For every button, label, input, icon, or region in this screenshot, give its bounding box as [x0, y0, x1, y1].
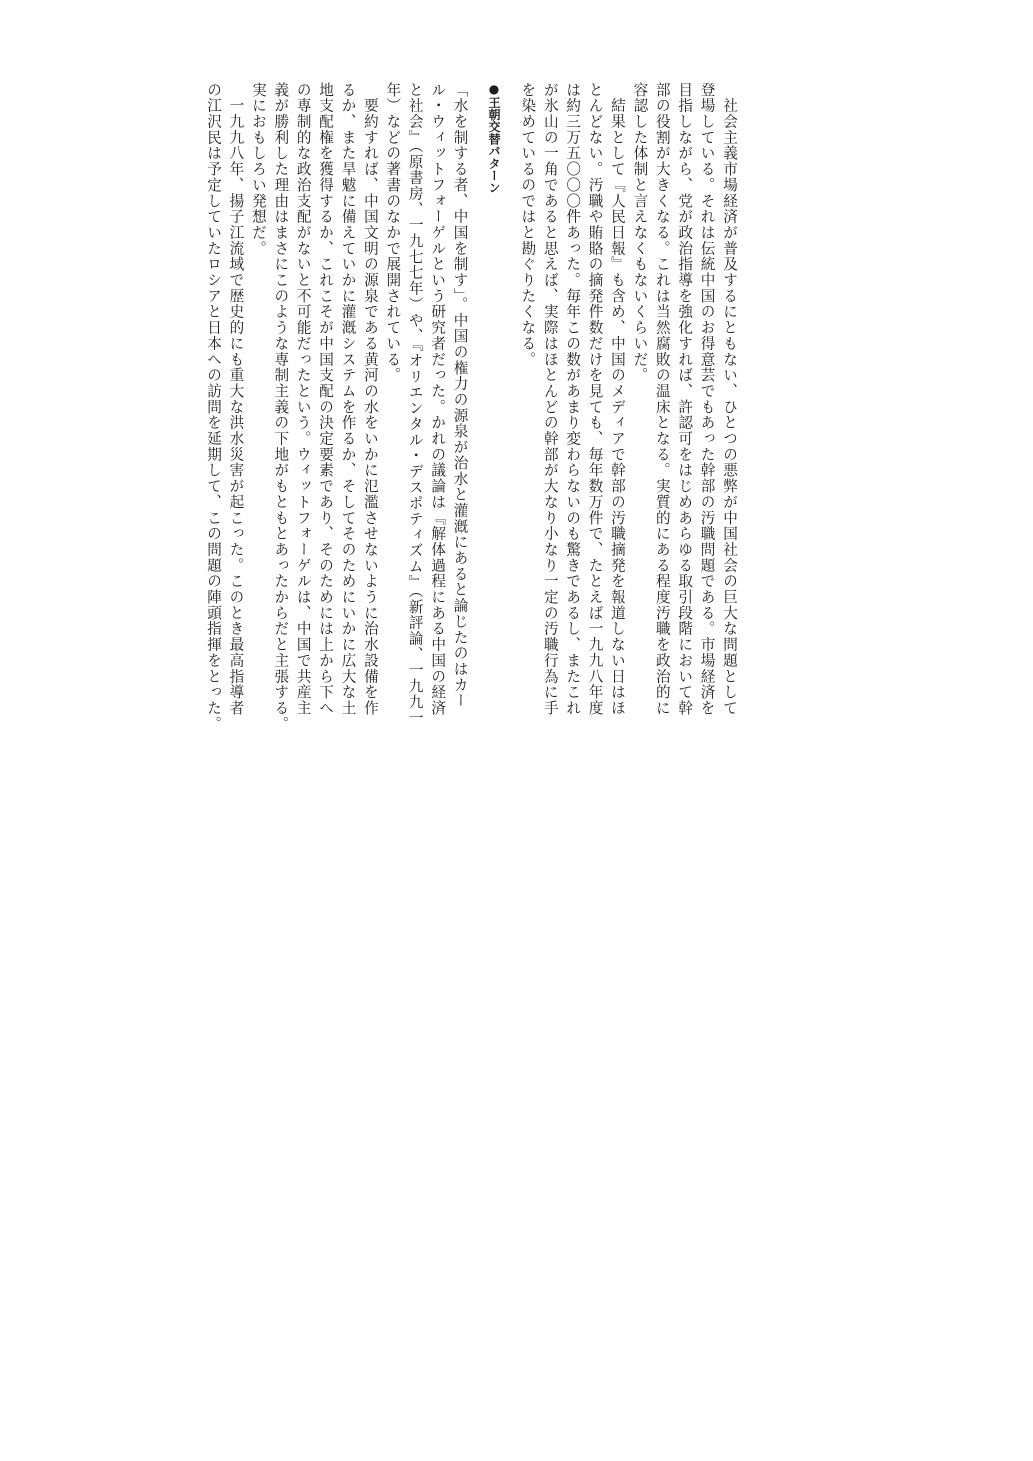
paragraph-line: るか、また旱魃に備えていかに灌漑システムを作るか、そしてそのためにいかに広大な土 — [339, 82, 357, 716]
paragraph-line: と社会』（原書房、一九七七年）や、『オリエンタル・デスポティズム』（新評論、一九九一 — [406, 82, 424, 726]
paragraph-line: 部の役割が大きくなる。これは当然腐敗の温床となる。実質的にある程度汚職を政治的に — [653, 82, 671, 716]
paragraph-line: とんどない。汚職や賄賂の摘発件数だけを見ても、毎年数万件で、たとえば一九九八年度 — [586, 82, 604, 716]
paragraph-line: の専制的な政治支配がないと不可能だったという。ウィットフォーゲルは、中国で共産主 — [294, 82, 312, 716]
paragraph-line: 義が勝利した理由はまさにこのような専制主義の下地がもともとあったからだと主張する。 — [272, 82, 290, 732]
section-heading: ●王朝交替パターン — [486, 82, 501, 194]
paragraph-line: ル・ウィットフォーゲルという研究者だった。かれの議論は『解体過程にある中国の経済 — [429, 82, 447, 716]
paragraph-line: 容認した体制と言えなくもないくらいだ。 — [631, 82, 649, 384]
paragraph-line: 要約すれば、中国文明の源泉である黄河の水をいかに氾濫させないように治水設備を作 — [361, 82, 379, 716]
paragraph-line: 年）などの著書のなかで展開されている。 — [384, 82, 402, 384]
paragraph-line: 地支配権を獲得するか、これこそが中国支配の決定要素であり、そのためには上から下へ — [317, 82, 335, 716]
paragraph-line: を染めているのではと勘ぐりたくなる。 — [519, 82, 537, 368]
vertical-text-body — [66, 82, 740, 732]
paragraph-line: 登場している。それは伝統中国のお得意芸でもあった幹部の汚職問題である。市場経済を — [698, 82, 716, 716]
paragraph-line: の江沢民は予定していたロシアと日本への訪問を延期して、この問題の陣頭指揮をとった。 — [205, 82, 223, 732]
paragraph-line: 実におもしろい発想だ。 — [249, 82, 267, 257]
paragraph-line: 目指しながら、党が政治指導を強化すれば、許認可をはじめあらゆる取引段階において幹 — [676, 82, 694, 716]
paragraph-line: は約三万五〇〇〇件あった。毎年この数があまり変わらないのも驚きであるし、またこれ — [564, 82, 582, 716]
paragraph-line: 結果として『人民日報』も含め、中国のメディアで幹部の汚職摘発を報道しない日はほ — [608, 82, 626, 716]
paragraph-line: 一九九八年、揚子江流域で歴史的にも重大な洪水災害が起こった。このとき最高指導者 — [227, 82, 245, 716]
paragraph-line: が氷山の一角であると思えば、実際はほとんどの幹部が大なり小なり一定の汚職行為に手 — [541, 82, 559, 716]
paragraph-line: 「水を制する者、中国を制す」。中国の権力の源泉が治水と灌漑にあると論じたのはカー — [451, 82, 469, 709]
paragraph-line: 社会主義市場経済が普及するにともない、ひとつの悪弊が中国社会の巨大な問題として — [721, 82, 738, 716]
